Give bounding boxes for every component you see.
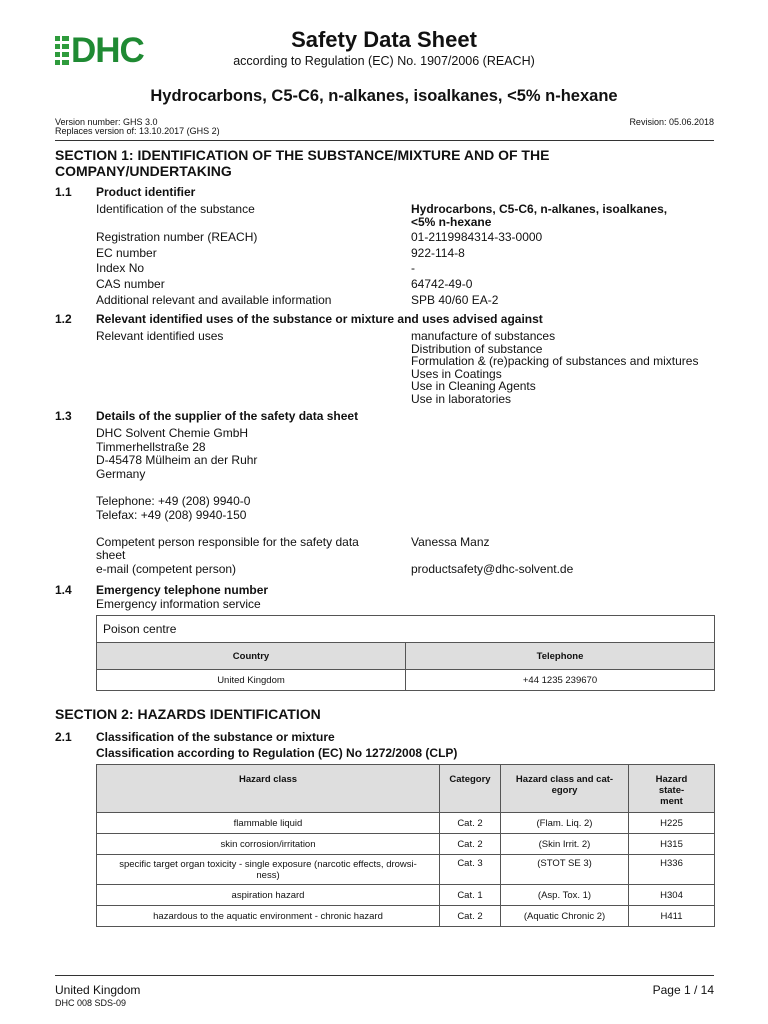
list-item: Use in laboratories (411, 391, 512, 406)
version-number: Version number: GHS 3.0 (55, 117, 158, 127)
footer-doc-code: DHC 008 SDS-09 (55, 998, 127, 1008)
s13-title: Details of the supplier of the safety data sheet (96, 409, 359, 423)
list-item: Uses in Coatings (411, 366, 502, 381)
supplier-address (96, 427, 257, 481)
ec-number-label: EC number (96, 246, 157, 260)
s11-number: 1.1 (55, 185, 72, 199)
identified-uses-label: Relevant identified uses (96, 329, 224, 343)
logo-text: DHC (71, 31, 144, 70)
poison-centre-table (96, 615, 715, 691)
revision-date: Revision: 05.06.2018 (629, 117, 714, 127)
table-row: skin corrosion/irritation Cat. 2 (Skin Irrit. 2) H315 (97, 834, 715, 855)
section2-heading: SECTION 2: HAZARDS IDENTIFICATION (55, 706, 321, 722)
registration-value: 01-2119984314-33-0000 (411, 230, 543, 244)
cas-number-label: CAS number (96, 277, 165, 291)
hazard-classification-table (96, 764, 715, 927)
country-header: Country (97, 643, 406, 670)
class-category-header: Hazard class and cat- egory (501, 765, 629, 813)
s21-subtitle: Classification according to Regulation (EC) No 1272/2008 (CLP) (96, 746, 458, 760)
index-no-value: - (411, 261, 415, 275)
table-row: aspiration hazard Cat. 1 (Asp. Tox. 1) H304 (97, 885, 715, 906)
telephone: Telephone: +49 (208) 9940-0 (96, 494, 251, 508)
street: Timmerhellstraße 28 (96, 439, 206, 454)
list-item: Formulation & (re)packing of substances and mixtures (411, 354, 699, 368)
email-value[interactable]: productsafety@dhc-solvent.de (411, 562, 574, 576)
country: Germany (96, 466, 146, 481)
supplier-contacts (96, 494, 250, 522)
identification-value: Hydrocarbons, C5-C6, n-alkanes, isoalkanes, <5% n-hexane (411, 202, 668, 229)
emergency-service-label: Emergency information service (96, 597, 261, 611)
hazard-statement-header: Hazard state- ment (629, 765, 715, 813)
header-divider (55, 140, 714, 141)
telefax: Telefax: +49 (208) 9940-150 (96, 508, 247, 522)
s21-title: Classification of the substance or mixture (96, 730, 335, 744)
list-item: Use in Cleaning Agents (411, 379, 536, 393)
identification-label: Identification of the substance (96, 202, 255, 216)
competent-person-value: Vanessa Manz (411, 535, 490, 549)
registration-label: Registration number (REACH) (96, 230, 258, 244)
s13-number: 1.3 (55, 409, 72, 423)
table-row: United Kingdom +44 1235 239670 (97, 670, 715, 691)
table-row: hazardous to the aquatic environment - chronic hazard Cat. 2 (Aquatic Chronic 2) H411 (97, 906, 715, 927)
email-label: e-mail (competent person) (96, 562, 237, 576)
category-header: Category (440, 765, 501, 813)
telephone-header: Telephone (406, 643, 715, 670)
page-number: Page 1 / 14 (652, 983, 714, 997)
section1-heading: SECTION 1: IDENTIFICATION OF THE SUBSTANCE/MIXTURE AND OF THE COMPANY/UNDERTAKING (55, 147, 550, 179)
competent-person-label: Competent person responsible for the safety data sheet (96, 535, 359, 562)
company-name: DHC Solvent Chemie GmbH (96, 426, 249, 440)
cas-number-value: 64742-49-0 (411, 277, 473, 291)
replaces-version: Replaces version of: 13.10.2017 (GHS 2) (55, 126, 220, 136)
list-item: manufacture of substances (411, 329, 556, 343)
s12-title: Relevant identified uses of the substance or mixture and uses advised against (96, 312, 543, 326)
list-item: Distribution of substance (411, 341, 543, 356)
hazard-class-header: Hazard class (97, 765, 440, 813)
s14-title: Emergency telephone number (96, 583, 269, 597)
ec-number-value: 922-114-8 (411, 246, 465, 260)
additional-info-value: SPB 40/60 EA-2 (411, 293, 499, 307)
poison-centre-title: Poison centre (97, 616, 715, 643)
additional-info-label: Additional relevant and available information (96, 293, 332, 307)
footer-divider (55, 975, 714, 976)
s12-number: 1.2 (55, 312, 72, 326)
city: D-45478 Mülheim an der Ruhr (96, 453, 258, 467)
table-row: flammable liquid Cat. 2 (Flam. Liq. 2) H225 (97, 813, 715, 834)
identified-uses-list (411, 330, 721, 405)
index-no-label: Index No (96, 261, 145, 275)
s14-number: 1.4 (55, 583, 72, 597)
table-row: specific target organ toxicity - single exposure (narcotic effects, drowsi- ness) Cat. 3 (STOT SE 3) H336 (97, 855, 715, 885)
footer-country: United Kingdom (55, 983, 141, 997)
product-name: Hydrocarbons, C5-C6, n-alkanes, isoalkanes, <5% n-hexane (150, 87, 618, 105)
s21-number: 2.1 (55, 730, 72, 744)
s11-title: Product identifier (96, 185, 196, 199)
document-title: Safety Data Sheet (291, 27, 477, 52)
document-subtitle: according to Regulation (EC) No. 1907/2006 (REACH) (233, 54, 535, 68)
